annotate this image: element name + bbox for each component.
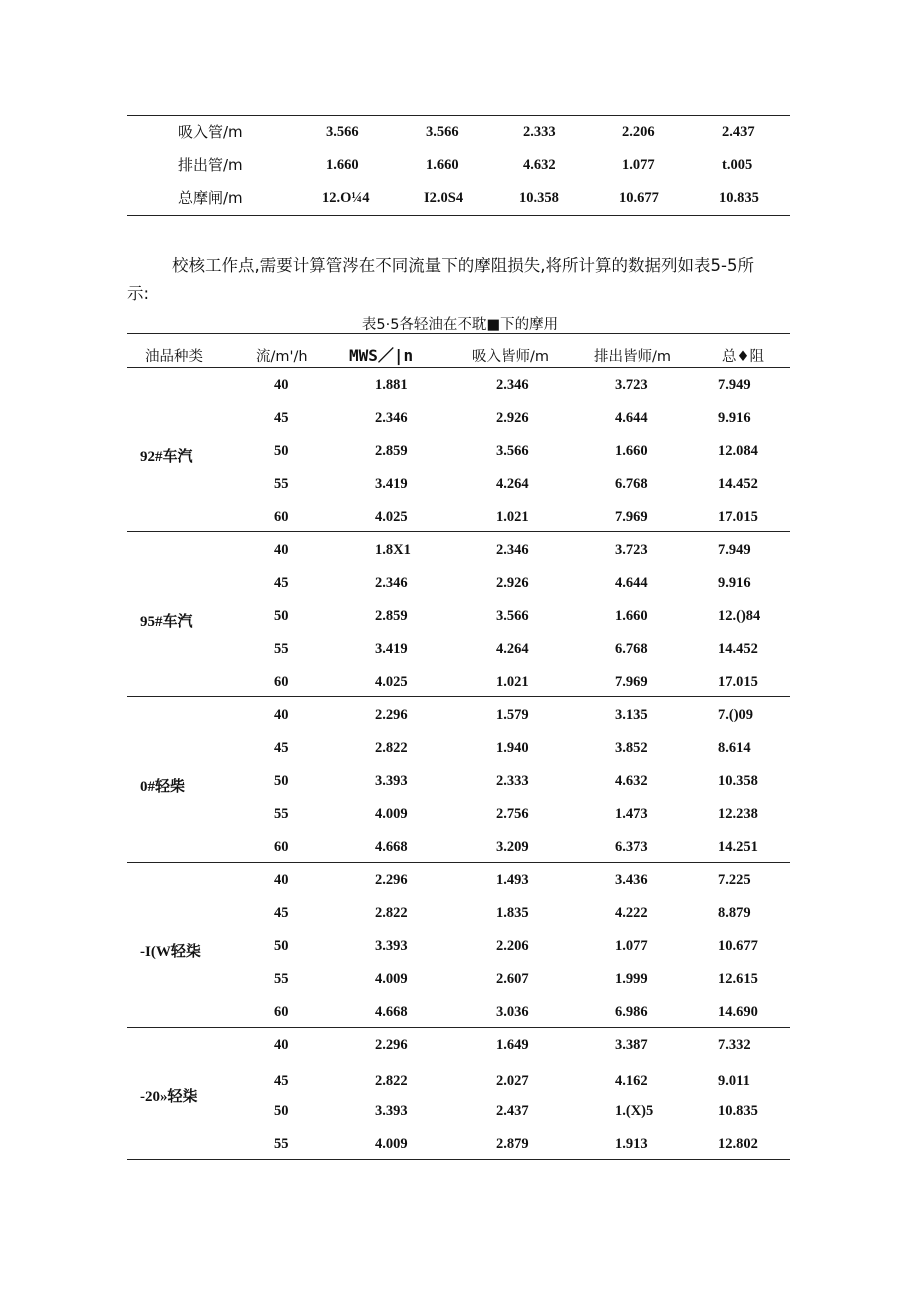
flow-cell: 40: [274, 542, 289, 558]
group-label: 0#轻柴: [140, 779, 186, 795]
table-cell: I2.0S4: [424, 190, 464, 206]
table-cell: 2.879: [496, 1136, 529, 1152]
table-cell: 4.668: [375, 839, 408, 855]
table-cell: 2.607: [496, 971, 529, 987]
table-cell: 1.660: [615, 443, 648, 459]
table-cell: 10.677: [718, 938, 758, 954]
table-cell: 1.649: [496, 1037, 529, 1053]
table-cell: 4.025: [375, 674, 408, 690]
table-cell: 2.346: [496, 542, 529, 558]
group-label: 95#车汽: [140, 614, 193, 630]
table-cell: 2.822: [375, 905, 408, 921]
group-label: -I(W轻柒: [140, 944, 201, 960]
table-cell: 2.756: [496, 806, 529, 822]
table-cell: 4.009: [375, 971, 408, 987]
table-cell: 3.419: [375, 476, 408, 492]
table-cell: 3.566: [496, 443, 529, 459]
flow-cell: 45: [274, 1073, 289, 1089]
table-cell: 2.296: [375, 707, 408, 723]
table-cell: 3.393: [375, 1103, 408, 1119]
table-cell: 7.225: [718, 872, 751, 888]
flow-cell: 55: [274, 806, 289, 822]
table-cell: 2.822: [375, 740, 408, 756]
table-cell: 3.387: [615, 1037, 648, 1053]
table-caption: 表5·5各轻油在不耽■下的摩用: [361, 317, 559, 333]
table-cell: 12.084: [718, 443, 758, 459]
table-cell: 14.452: [718, 641, 758, 657]
table-cell: 4.668: [375, 1004, 408, 1020]
flow-cell: 60: [274, 1004, 289, 1020]
table-cell: 7.949: [718, 542, 751, 558]
table-cell: 7.969: [615, 674, 648, 690]
table-cell: 1.8X1: [375, 542, 411, 558]
flow-cell: 55: [274, 1136, 289, 1152]
table-cell: 4.264: [496, 476, 529, 492]
table-cell: 8.879: [718, 905, 751, 921]
table-cell: 4.264: [496, 641, 529, 657]
table-cell: 2.027: [496, 1073, 529, 1089]
table-cell: 3.723: [615, 377, 648, 393]
table-header-rule: [127, 367, 790, 368]
table-cell: 1.660: [326, 157, 359, 173]
row-label: 总摩闸/m: [178, 189, 243, 207]
table-cell: 2.346: [496, 377, 529, 393]
table-cell: 2.333: [523, 124, 556, 140]
table-cell: 3.566: [426, 124, 459, 140]
table-cell: 14.690: [718, 1004, 758, 1020]
table-cell: 4.222: [615, 905, 648, 921]
table-cell: 1.473: [615, 806, 648, 822]
flow-cell: 55: [274, 476, 289, 492]
table-cell: 4.632: [523, 157, 556, 173]
flow-cell: 50: [274, 1103, 289, 1119]
table-cell: 2.206: [622, 124, 655, 140]
table-cell: 10.835: [718, 1103, 758, 1119]
table-cell: 1.881: [375, 377, 408, 393]
table-cell: 1.913: [615, 1136, 648, 1152]
group-rule: [127, 862, 790, 863]
header-suction: 吸入皆师/m: [472, 349, 550, 365]
table-cell: 12.802: [718, 1136, 758, 1152]
flow-cell: 40: [274, 707, 289, 723]
header-total: 总♦阻: [722, 349, 764, 365]
flow-cell: 60: [274, 839, 289, 855]
table-cell: 2.333: [496, 773, 529, 789]
table-cell: 2.206: [496, 938, 529, 954]
table-cell: 4.644: [615, 575, 648, 591]
table-cell: 1.021: [496, 509, 529, 525]
flow-cell: 40: [274, 377, 289, 393]
table-rule-top: [127, 333, 790, 334]
table-cell: 1.660: [426, 157, 459, 173]
table-cell: 3.209: [496, 839, 529, 855]
table-cell: 2.859: [375, 608, 408, 624]
table-cell: 17.015: [718, 509, 758, 525]
group-rule: [127, 531, 790, 532]
table-cell: 6.768: [615, 641, 648, 657]
table-cell: t.005: [722, 157, 753, 173]
table-cell: 2.822: [375, 1073, 408, 1089]
header-discharge: 排出皆师/m: [594, 349, 672, 365]
row-label: 排出管/m: [178, 156, 243, 174]
table-cell: 3.566: [326, 124, 359, 140]
table-cell: 2.296: [375, 872, 408, 888]
table-cell: 9.916: [718, 410, 751, 426]
top-table-rule-top: [127, 115, 790, 116]
table-cell: 17.015: [718, 674, 758, 690]
table-cell: 4.009: [375, 806, 408, 822]
flow-cell: 45: [274, 410, 289, 426]
table-cell: 6.986: [615, 1004, 648, 1020]
table-cell: 3.393: [375, 773, 408, 789]
flow-cell: 40: [274, 872, 289, 888]
table-cell: 12.O¼4: [322, 190, 370, 206]
flow-cell: 45: [274, 575, 289, 591]
table-cell: 6.768: [615, 476, 648, 492]
group-rule: [127, 1159, 790, 1160]
table-cell: 2.437: [722, 124, 755, 140]
table-cell: 12.615: [718, 971, 758, 987]
table-cell: 10.835: [719, 190, 759, 206]
flow-cell: 45: [274, 905, 289, 921]
top-table-rule-bottom: [127, 215, 790, 216]
flow-cell: 50: [274, 773, 289, 789]
table-cell: 1.835: [496, 905, 529, 921]
flow-cell: 60: [274, 509, 289, 525]
table-cell: 7.949: [718, 377, 751, 393]
table-cell: 3.566: [496, 608, 529, 624]
table-cell: 1.077: [615, 938, 648, 954]
table-cell: 9.011: [718, 1073, 750, 1089]
table-cell: 4.009: [375, 1136, 408, 1152]
table-cell: 3.852: [615, 740, 648, 756]
table-cell: 1.940: [496, 740, 529, 756]
table-cell: 7.969: [615, 509, 648, 525]
table-cell: 10.358: [718, 773, 758, 789]
table-cell: 12.()84: [718, 608, 761, 624]
group-label: -20»轻柒: [140, 1089, 198, 1106]
table-cell: 6.373: [615, 839, 648, 855]
flow-cell: 50: [274, 443, 289, 459]
table-cell: 2.296: [375, 1037, 408, 1053]
body-paragraph-line1: 校核工作点,需要计算管涔在不同流量下的摩阻损失,将所计算的数据列如表5-5所: [172, 256, 754, 275]
flow-cell: 50: [274, 608, 289, 624]
table-cell: 1.493: [496, 872, 529, 888]
group-label: 92#车汽: [140, 449, 193, 465]
table-cell: 8.614: [718, 740, 751, 756]
header-flow: 流/m'/h: [256, 349, 308, 365]
table-cell: 7.332: [718, 1037, 751, 1053]
flow-cell: 50: [274, 938, 289, 954]
table-cell: 4.162: [615, 1073, 648, 1089]
table-cell: 2.859: [375, 443, 408, 459]
table-cell: 3.036: [496, 1004, 529, 1020]
table-cell: 2.926: [496, 410, 529, 426]
table-cell: 1.077: [622, 157, 655, 173]
table-cell: 2.437: [496, 1103, 529, 1119]
flow-cell: 55: [274, 971, 289, 987]
table-cell: 1.(X)5: [615, 1103, 654, 1119]
table-cell: 3.723: [615, 542, 648, 558]
flow-cell: 45: [274, 740, 289, 756]
table-cell: 2.346: [375, 410, 408, 426]
table-cell: 1.660: [615, 608, 648, 624]
table-cell: 4.632: [615, 773, 648, 789]
table-cell: 1.579: [496, 707, 529, 723]
row-label: 吸入管/m: [178, 123, 243, 141]
table-cell: 1.021: [496, 674, 529, 690]
body-paragraph-line2: 示:: [127, 284, 150, 303]
flow-cell: 55: [274, 641, 289, 657]
table-cell: 14.452: [718, 476, 758, 492]
table-cell: 3.393: [375, 938, 408, 954]
table-cell: 3.135: [615, 707, 648, 723]
table-cell: 9.916: [718, 575, 751, 591]
table-cell: 10.358: [519, 190, 559, 206]
header-col3: MWS／|n: [349, 346, 414, 365]
flow-cell: 40: [274, 1037, 289, 1053]
table-cell: 1.999: [615, 971, 648, 987]
table-cell: 10.677: [619, 190, 659, 206]
table-cell: 3.419: [375, 641, 408, 657]
table-cell: 12.238: [718, 806, 758, 822]
flow-cell: 60: [274, 674, 289, 690]
table-cell: 4.644: [615, 410, 648, 426]
group-rule: [127, 696, 790, 697]
table-cell: 4.025: [375, 509, 408, 525]
table-cell: 3.436: [615, 872, 648, 888]
table-cell: 14.251: [718, 839, 758, 855]
header-oil-type: 油品种类: [145, 349, 203, 365]
group-rule: [127, 1027, 790, 1028]
table-cell: 2.926: [496, 575, 529, 591]
table-cell: 7.()09: [718, 707, 754, 723]
table-cell: 2.346: [375, 575, 408, 591]
